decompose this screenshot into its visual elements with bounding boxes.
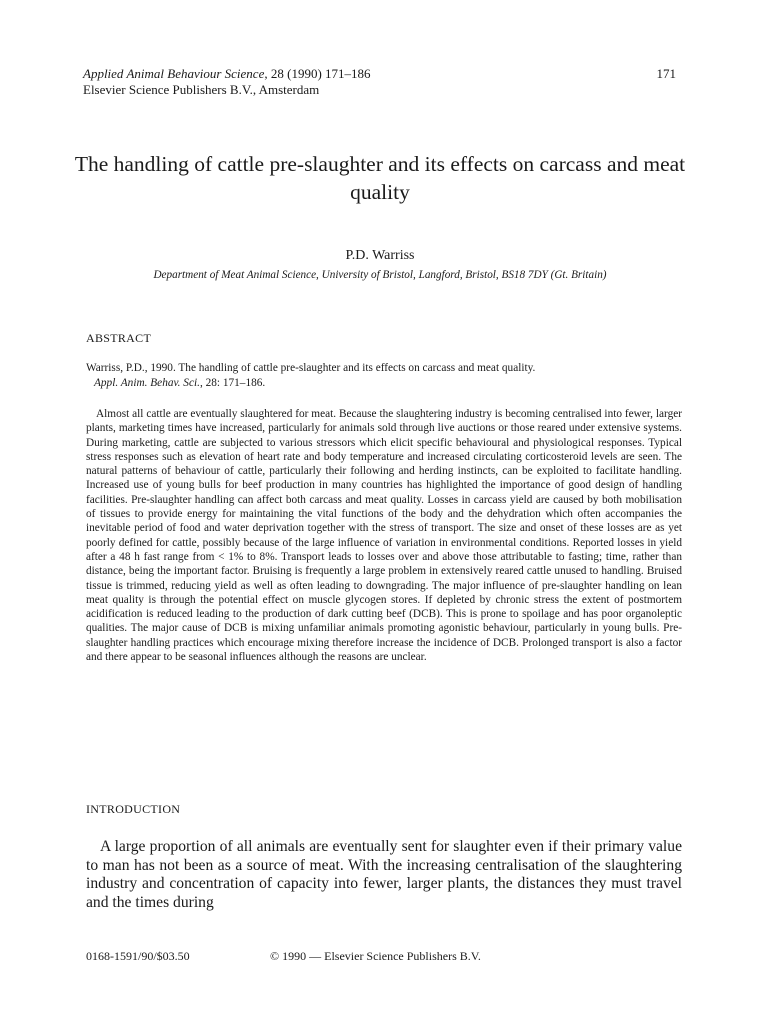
publisher-line: Elsevier Science Publishers B.V., Amsterdam: [83, 82, 320, 97]
citation-line: Warriss, P.D., 1990. The handling of cattle pre-slaughter and its effects on carcass and meat quality.: [86, 362, 536, 374]
citation-journal: Appl. Anim. Behav. Sci.: [94, 376, 200, 389]
introduction-heading: INTRODUCTION: [86, 802, 181, 816]
author-affiliation: Department of Meat Animal Science, University of Bristol, Langford, Bristol, BS18 7DY (Gt. Britain): [153, 269, 607, 281]
footer-copyright: © 1990 — Elsevier Science Publishers B.V.: [270, 949, 481, 963]
introduction-body: A large proportion of all animals are eventually sent for slaughter even if their primary value to man has not been as a source of meat. With the increasing centralisation of the slaughtering industry and concentration of capacity into fewer, larger plants, the distances they must travel and the times during: [86, 838, 682, 912]
footer-issn: 0168-1591/90/$03.50: [86, 949, 190, 963]
abstract-heading: ABSTRACT: [86, 331, 152, 345]
citation-source-line: [86, 376, 682, 391]
journal-volume: , 28 (1990) 171–186: [264, 66, 371, 81]
author-name: P.D. Warriss: [345, 248, 415, 263]
abstract-body: Almost all cattle are eventually slaughtered for meat. Because the slaughtering industry is becoming centralised into fewer, larger plants, marketing times have increased, particularly for animals sold through live auctions or those reared under extensive systems. During marketing, cattle are subjected to various stressors which elicit specific behavioural and physiological responses. Typical stress responses such as elevation of heart rate and body temperature and increased circulating corticosteroid levels are seen. The natural patterns of behaviour of cattle, particularly their following and herding instincts, can be exploited to facilitate handling. Increased use of young bulls for beef production in many countries has highlighted the importance of good design of handling facilities. Pre-slaughter handling can affect both carcass and meat quality. Losses in carcass yield are caused by both mobilisation of tissues to provide energy for maintaining the vital functions of the body and the dehydration which often accompanies the inevitable period of food and water deprivation together with the stress of transport. The size and onset of these losses are as yet poorly defined for cattle, possibly because of the large influence of variation in environmental conditions. Reported losses in yield after a 48 h fast range from < 1% to 8%. Transport leads to losses over and above those attributable to fasting; time, rather than distance, being the important factor. Bruising is frequently a large problem in extensively reared cattle unused to handling. Bruised tissue is trimmed, reducing yield as well as often leading to downgrading. The major influence of pre-slaughter handling on lean meat quality is through the potential effect on muscle glycogen stores. If depleted by chronic stress the extent of postmortem acidification is reduced leading to the production of dark cutting beef (DCB). This is prone to spoilage and has poor organoleptic qualities. The major cause of DCB is mixing unfamiliar animals promoting agonistic behaviour, particularly in young bulls. Pre-slaughter handling practices which encourage mixing therefore increase the incidence of DCB. Prolonged transport is also a factor and there appear to be seasonal influences although the reasons are unclear.: [86, 408, 682, 664]
journal-name: Applied Animal Behaviour Science: [83, 66, 265, 81]
journal-citation-line: [83, 66, 371, 82]
citation-volume-pages: , 28: 171–186.: [199, 376, 266, 389]
abstract-citation: [86, 361, 682, 390]
article-title: The handling of cattle pre-slaughter and its effects on carcass and meat quality: [74, 152, 686, 204]
page-number: 171: [656, 66, 676, 81]
running-header: [83, 66, 371, 98]
